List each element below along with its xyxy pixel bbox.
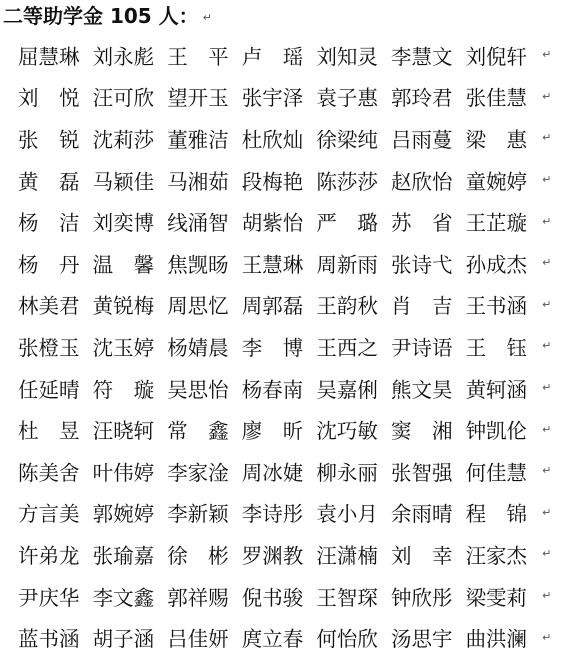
student-name: 李家淦: [167, 460, 229, 485]
student-name: 望开玉: [167, 86, 229, 111]
name-row: [18, 34, 567, 76]
paragraph-mark-icon: ↵: [542, 505, 552, 519]
student-name: 沈巧敏: [316, 419, 378, 444]
student-name: 杨 丹: [18, 252, 80, 277]
name-row: [18, 367, 567, 409]
student-name: 张橙玉: [18, 335, 80, 360]
student-name: 梁 惠: [465, 127, 528, 152]
student-name: 梁雯莉: [465, 585, 528, 610]
student-name: 刘 幸: [390, 543, 453, 568]
student-name: 张佳慧: [465, 86, 528, 111]
student-name: 王 平: [167, 44, 229, 69]
student-name: 赵欣怡: [390, 169, 453, 194]
student-name: 徐梁纯: [316, 127, 378, 152]
student-name: 沈玉婷: [92, 335, 155, 360]
student-name: 王韵秋: [316, 294, 378, 319]
name-row: [18, 76, 567, 118]
student-name: 刘倪轩: [465, 44, 528, 69]
student-name: 庹立春: [241, 627, 304, 652]
student-name: 胡子涵: [92, 627, 155, 652]
paragraph-mark-icon: ↵: [542, 256, 552, 270]
student-name: 任延晴: [18, 377, 80, 402]
name-row: [18, 450, 567, 492]
student-name: 窦 湘: [390, 419, 453, 444]
student-name: 钟凯伦: [465, 419, 528, 444]
student-name: 汪可欣: [92, 86, 155, 111]
student-name: 柳永丽: [316, 460, 378, 485]
paragraph-mark-icon: ↵: [542, 630, 552, 644]
student-name: 周新雨: [316, 252, 378, 277]
paragraph-mark-icon: ↵: [542, 214, 552, 228]
student-name: 马湘茹: [167, 169, 229, 194]
student-name: 王西之: [316, 335, 378, 360]
name-row: [18, 533, 567, 575]
student-name: 杜 昱: [18, 419, 80, 444]
student-name: 王慧琳: [241, 252, 304, 277]
paragraph-mark-icon: ↵: [542, 131, 552, 145]
paragraph-mark-icon: ↵: [202, 10, 212, 24]
student-name: 汪家杰: [465, 543, 528, 568]
name-row: [18, 492, 567, 534]
student-name: 王智琛: [316, 585, 378, 610]
student-name: 廖 昕: [241, 419, 304, 444]
student-name: 程 锦: [465, 502, 528, 527]
paragraph-mark-icon: ↵: [542, 339, 552, 353]
paragraph-mark-icon: ↵: [542, 48, 552, 62]
name-row: [18, 200, 567, 242]
student-name: 王芷璇: [465, 211, 528, 236]
student-name: 刘永彪: [92, 44, 155, 69]
student-name: 汪晓轲: [92, 419, 155, 444]
student-name: 李慧文: [390, 44, 453, 69]
student-name: 叶伟婷: [92, 460, 155, 485]
student-name: 沈莉莎: [92, 127, 155, 152]
student-name: 张宇泽: [241, 86, 304, 111]
student-name: 倪书骏: [241, 585, 304, 610]
student-name: 何佳慧: [465, 460, 528, 485]
student-name: 林美君: [18, 294, 80, 319]
name-row: [18, 325, 567, 367]
student-name: 罗渊教: [241, 543, 304, 568]
student-name: 余雨晴: [390, 502, 453, 527]
student-name: 屈慧琳: [18, 44, 80, 69]
student-name: 曲洪澜: [465, 627, 528, 652]
student-name: 董雅洁: [167, 127, 229, 152]
name-row: [18, 159, 567, 201]
student-name: 汤思宇: [390, 627, 453, 652]
student-name: 周冰婕: [241, 460, 304, 485]
student-name: 尹庆华: [18, 585, 80, 610]
student-name: 黄锐梅: [92, 294, 155, 319]
student-name: 郭玲君: [390, 86, 453, 111]
paragraph-mark-icon: ↵: [542, 173, 552, 187]
student-name: 周郭磊: [241, 294, 304, 319]
student-name: 李新颖: [167, 502, 229, 527]
student-name: 周思忆: [167, 294, 229, 319]
student-name: 吴思怡: [167, 377, 229, 402]
student-name: 尹诗语: [390, 335, 453, 360]
student-name: 张智强: [390, 460, 453, 485]
student-name: 郭婉婷: [92, 502, 155, 527]
student-name: 蓝书涵: [18, 627, 80, 652]
student-name: 杜欣灿: [241, 127, 304, 152]
student-name: 张诗弋: [390, 252, 453, 277]
student-name: 徐 彬: [167, 543, 229, 568]
student-name: 肖 吉: [390, 294, 453, 319]
name-row: [18, 408, 567, 450]
student-name: 苏 省: [390, 211, 453, 236]
student-name: 汪潇楠: [316, 543, 378, 568]
student-name: 王 钰: [465, 335, 528, 360]
student-name: 严 璐: [316, 211, 378, 236]
student-name: 黄轲涵: [465, 377, 528, 402]
student-name: 李文鑫: [92, 585, 155, 610]
student-name: 段梅艳: [241, 169, 304, 194]
student-name: 童婉婷: [465, 169, 528, 194]
student-name: 黄 磊: [18, 169, 80, 194]
student-name: 孙成杰: [465, 252, 528, 277]
student-name: 符 璇: [92, 377, 155, 402]
student-name: 张瑜嘉: [92, 543, 155, 568]
paragraph-mark-icon: ↵: [542, 589, 552, 603]
student-name: 袁小月: [316, 502, 378, 527]
student-name: 王书涵: [465, 294, 528, 319]
student-name: 吕佳妍: [167, 627, 229, 652]
student-name: 刘知灵: [316, 44, 378, 69]
student-name: 胡紫怡: [241, 211, 304, 236]
student-name: 方言美: [18, 502, 80, 527]
student-name: 常 鑫: [167, 419, 229, 444]
name-row: [18, 117, 567, 159]
heading-text: 二等助学金 105 人：: [3, 4, 199, 28]
name-row: [18, 284, 567, 326]
student-name: 温 馨: [92, 252, 155, 277]
paragraph-mark-icon: ↵: [542, 547, 552, 561]
student-name: 熊文昊: [390, 377, 453, 402]
student-name: 钟欣彤: [390, 585, 453, 610]
section-heading: [3, 2, 212, 30]
student-name: 马颖佳: [92, 169, 155, 194]
student-name: 焦觊旸: [167, 252, 229, 277]
name-list: [18, 34, 567, 658]
student-name: 许弟龙: [18, 543, 80, 568]
student-name: 陈莎莎: [316, 169, 378, 194]
paragraph-mark-icon: ↵: [542, 89, 552, 103]
student-name: 吕雨蔓: [390, 127, 453, 152]
student-name: 卢 瑶: [241, 44, 304, 69]
student-name: 陈美舍: [18, 460, 80, 485]
student-name: 李诗彤: [241, 502, 304, 527]
paragraph-mark-icon: ↵: [542, 381, 552, 395]
student-name: 张 锐: [18, 127, 80, 152]
paragraph-mark-icon: ↵: [542, 297, 552, 311]
paragraph-mark-icon: ↵: [542, 464, 552, 478]
student-name: 袁子惠: [316, 86, 378, 111]
student-name: 线涌智: [167, 211, 229, 236]
student-name: 杨春南: [241, 377, 304, 402]
student-name: 李 博: [241, 335, 304, 360]
name-row: [18, 242, 567, 284]
paragraph-mark-icon: ↵: [542, 422, 552, 436]
student-name: 吴嘉俐: [316, 377, 378, 402]
student-name: 杨 洁: [18, 211, 80, 236]
student-name: 杨婧晨: [167, 335, 229, 360]
name-row: [18, 616, 567, 658]
name-row: [18, 575, 567, 617]
student-name: 刘 悦: [18, 86, 80, 111]
student-name: 刘奕博: [92, 211, 155, 236]
student-name: 郭祥赐: [167, 585, 229, 610]
student-name: 何怡欣: [316, 627, 378, 652]
